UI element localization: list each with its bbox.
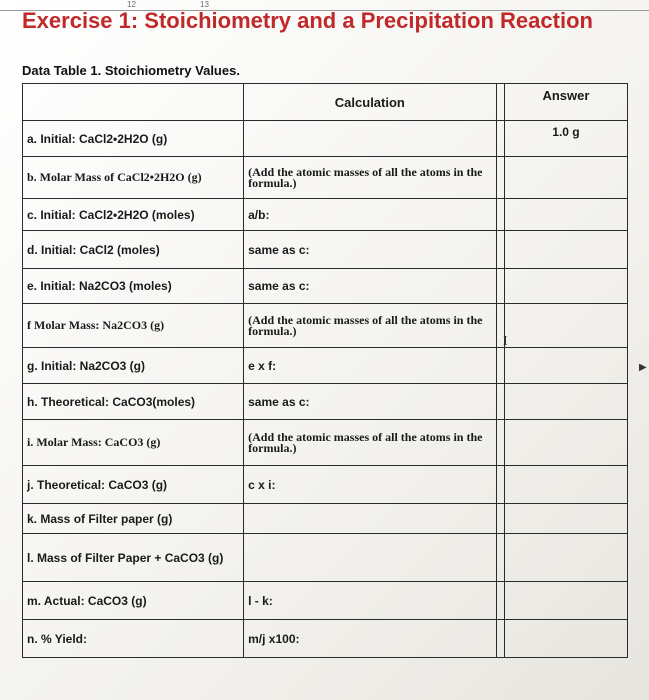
- header-row: [23, 84, 628, 121]
- table-row: [23, 199, 628, 231]
- text-cursor-icon: I: [503, 334, 508, 349]
- row-label-l: l. Mass of Filter Paper + CaCO3 (g): [23, 534, 244, 582]
- row-label-f: f Molar Mass: Na2CO3 (g): [23, 304, 244, 348]
- row-label-g: g. Initial: Na2CO3 (g): [23, 348, 244, 384]
- row-label-k: k. Mass of Filter paper (g): [23, 504, 244, 534]
- table-row: [23, 582, 628, 620]
- row-calc-d[interactable]: same as c:: [244, 231, 496, 269]
- row-calc-h[interactable]: same as c:: [244, 384, 496, 420]
- table-row: [23, 620, 628, 658]
- row-answer-n[interactable]: [504, 620, 627, 658]
- row-label-i: i. Molar Mass: CaCO3 (g): [23, 420, 244, 466]
- table-row: [23, 504, 628, 534]
- stoichiometry-table: [22, 83, 628, 658]
- ruler-mark-12: 12: [127, 0, 136, 9]
- exercise-title: Exercise 1: Stoichiometry and a Precipitation Reaction: [22, 8, 593, 33]
- row-calc-e[interactable]: same as c:: [244, 269, 496, 304]
- row-calc-n[interactable]: m/j x100:: [244, 620, 496, 658]
- data-table-title: Data Table 1. Stoichiometry Values.: [22, 63, 240, 78]
- row-answer-a[interactable]: 1.0 g: [504, 121, 627, 157]
- row-label-e: e. Initial: Na2CO3 (moles): [23, 269, 244, 304]
- table-row: [23, 304, 628, 348]
- table-row: [23, 157, 628, 199]
- row-calc-c[interactable]: a/b:: [244, 199, 496, 231]
- row-calc-j[interactable]: c x i:: [244, 466, 496, 504]
- row-answer-m[interactable]: [504, 582, 627, 620]
- row-calc-g[interactable]: e x f:: [244, 348, 496, 384]
- row-label-c: c. Initial: CaCl2•2H2O (moles): [23, 199, 244, 231]
- answer-header: Answer: [504, 84, 627, 121]
- spacer-header: [496, 84, 504, 121]
- row-calc-m[interactable]: l - k:: [244, 582, 496, 620]
- row-answer-k[interactable]: [504, 504, 627, 534]
- table-row: [23, 231, 628, 269]
- calculation-header: Calculation: [244, 84, 496, 121]
- table-row: [23, 534, 628, 582]
- scroll-arrow-icon: ▶: [639, 362, 647, 373]
- label-header: [23, 84, 244, 121]
- row-answer-i[interactable]: [504, 420, 627, 466]
- row-label-a: a. Initial: CaCl2•2H2O (g): [23, 121, 244, 157]
- row-answer-l[interactable]: [504, 534, 627, 582]
- row-answer-c[interactable]: [504, 199, 627, 231]
- row-calc-b[interactable]: (Add the atomic masses of all the atoms in the formula.): [244, 157, 496, 199]
- row-calc-f[interactable]: (Add the atomic masses of all the atoms in the formula.): [244, 304, 496, 348]
- row-label-j: j. Theoretical: CaCO3 (g): [23, 466, 244, 504]
- row-answer-b[interactable]: [504, 157, 627, 199]
- row-calc-a[interactable]: [244, 121, 496, 157]
- row-calc-k[interactable]: [244, 504, 496, 534]
- row-label-m: m. Actual: CaCO3 (g): [23, 582, 244, 620]
- table-row: [23, 384, 628, 420]
- row-answer-f[interactable]: [504, 304, 627, 348]
- table-row: [23, 269, 628, 304]
- table-row: [23, 121, 628, 157]
- row-calc-l[interactable]: [244, 534, 496, 582]
- row-label-b: b. Molar Mass of CaCl2•2H2O (g): [23, 157, 244, 199]
- row-answer-h[interactable]: [504, 384, 627, 420]
- row-calc-i[interactable]: (Add the atomic masses of all the atoms in the formula.): [244, 420, 496, 466]
- table-row: [23, 420, 628, 466]
- table-row: [23, 348, 628, 384]
- row-answer-e[interactable]: [504, 269, 627, 304]
- row-label-h: h. Theoretical: CaCO3(moles): [23, 384, 244, 420]
- row-answer-d[interactable]: [504, 231, 627, 269]
- row-answer-g[interactable]: [504, 348, 627, 384]
- row-label-n: n. % Yield:: [23, 620, 244, 658]
- row-label-d: d. Initial: CaCl2 (moles): [23, 231, 244, 269]
- ruler-mark-13: 13: [200, 0, 209, 9]
- table-row: [23, 466, 628, 504]
- row-answer-j[interactable]: [504, 466, 627, 504]
